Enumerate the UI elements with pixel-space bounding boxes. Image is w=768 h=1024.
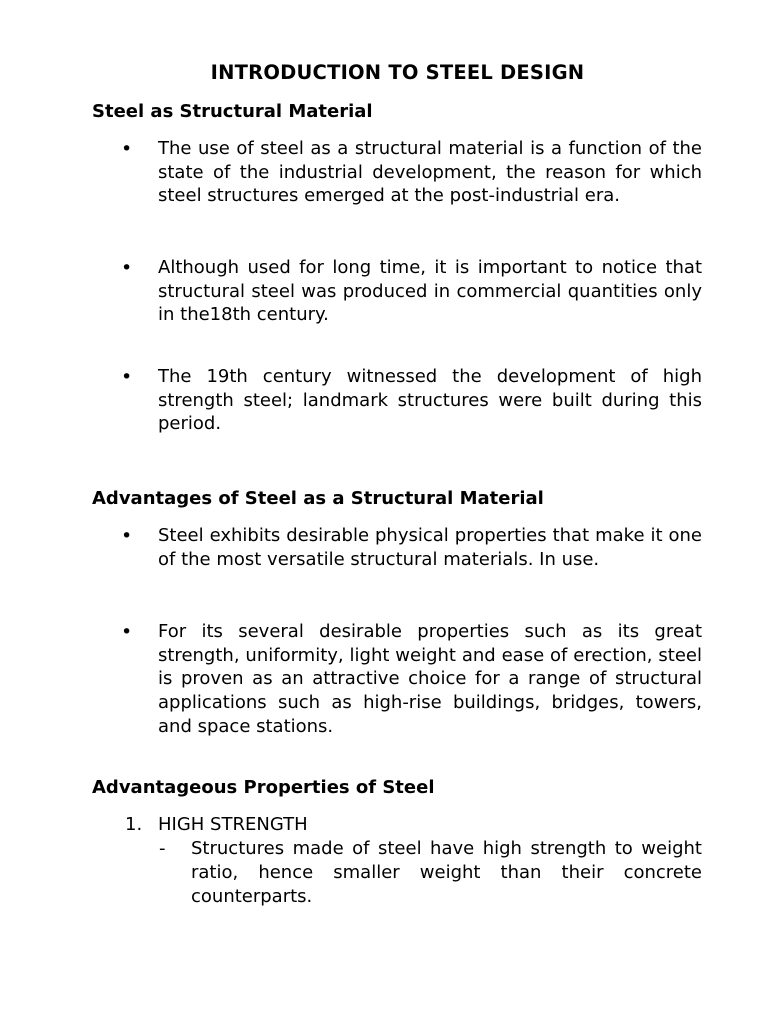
bullet-paragraph: Although used for long time, it is important to notice that structural steel was produced in commercial quantities only in the18th century. bbox=[158, 257, 702, 326]
bullet-marker: • bbox=[121, 138, 133, 160]
section-heading-advantageous-properties: Advantageous Properties of Steel bbox=[92, 777, 435, 798]
bullet-paragraph: For its several desirable properties such as its great strength, uniformity, light weight and ease of erection, steel is proven as an attractive choice for a range of structural applications such as high-rise buildings, bridges, towers, and space stations. bbox=[158, 621, 702, 737]
numbered-item-detail: Structures made of steel have high strength to weight ratio, hence smaller weight than their concrete counterparts. bbox=[191, 838, 702, 907]
section-heading-steel-as-structural-material: Steel as Structural Material bbox=[92, 101, 373, 122]
document-title: INTRODUCTION TO STEEL DESIGN bbox=[210, 61, 585, 84]
numbered-item-label: HIGH STRENGTH bbox=[158, 814, 308, 835]
bullet-marker: • bbox=[121, 366, 133, 388]
bullet-marker: • bbox=[121, 621, 133, 643]
numbered-item-marker: 1. bbox=[125, 814, 143, 835]
bullet-marker: • bbox=[121, 525, 133, 547]
dash-marker: - bbox=[159, 838, 166, 859]
bullet-marker: • bbox=[121, 257, 133, 279]
bullet-paragraph: The 19th century witnessed the development of high strength steel; landmark structures were built during this period. bbox=[158, 366, 702, 435]
section-heading-advantages: Advantages of Steel as a Structural Material bbox=[92, 488, 544, 509]
bullet-paragraph: Steel exhibits desirable physical properties that make it one of the most versatile structural materials. In use. bbox=[158, 525, 702, 570]
bullet-paragraph: The use of steel as a structural material is a function of the state of the industrial development, the reason for which steel structures emerged at the post-industrial era. bbox=[158, 138, 702, 207]
